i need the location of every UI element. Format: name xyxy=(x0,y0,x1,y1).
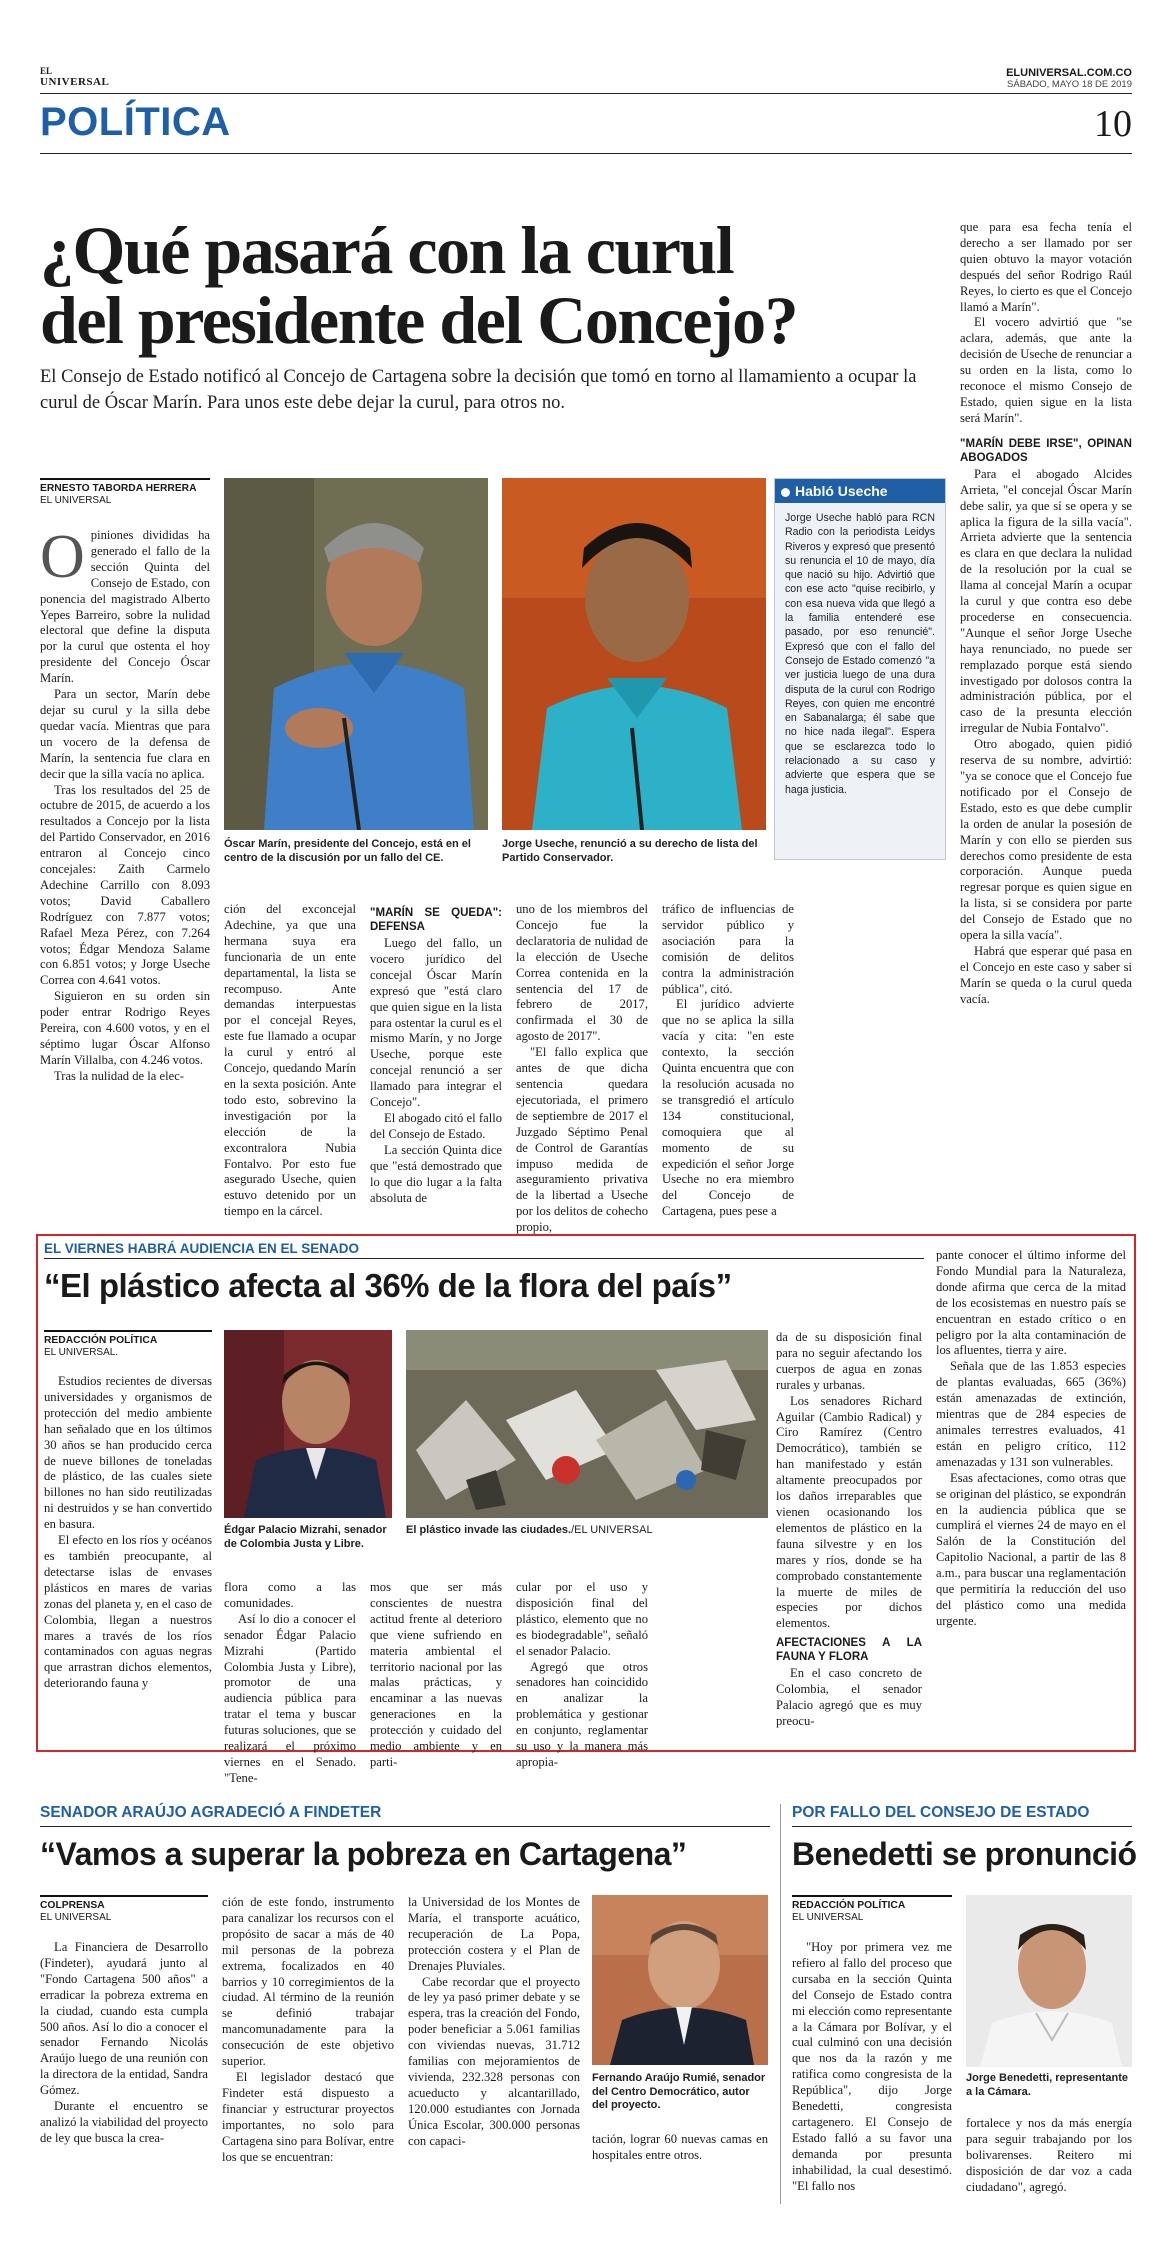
benedetti-kicker: POR FALLO DEL CONSEJO DE ESTADO xyxy=(792,1804,1090,1821)
photo-jorge-caption: Jorge Useche, renunció a su derecho de lista del Partido Conservador. xyxy=(502,838,758,864)
pobreza-col-4: tación, lograr 60 nuevas camas en hospitales entre otros. xyxy=(592,2132,768,2162)
main-col-4: uno de los miembros del Concejo fue la declaratoria de nulidad de la elección de Useche Correa contenida en la sentencia del 17 de febrero de 2017, confirmada el 30 de agosto de 2017". "El fallo explica que antes de que dicha sentencia quedara ejecutoriada, el primero de septiembre de 2017 el Juzgado Séptimo Penal de Control de Garantías impuso medida de aseguramiento privativa de la libertad a Useche por los delitos de cohecho propio, xyxy=(516,902,648,1235)
benedetti-photo-caption: Jorge Benedetti, representante a la Cámara. xyxy=(966,2072,1128,2098)
pobreza-col-3: la Universidad de los Montes de María, el transporte acuático, recuperación de La Popa, protección costera y el Plan de Drenajes Pluviales. Cabe recordar que el proyecto de ley ya pasó primer debate y se espera, tras la creación del Fondo, poder beneficiar a 5.061 familias con viviendas nuevas, 31.712 familias con mejoramientos de vivienda, 232.328 personas con acueducto y alcantarillado, 120.000 estudiantes con Jornada Única Escolar, 300.000 personas con capaci- xyxy=(408,1895,580,2148)
photo-oscar-caption: Óscar Marín, presidente del Concejo, está en el centro de la discusión por un fallo del CE. xyxy=(224,838,471,864)
pobreza-col-2: ción de este fondo, instrumento para canalizar los recursos con el propósito de sacar a más de 40 mil personas de la pobreza extrema, focalizados en 40 barrios y 10 corregimientos de la ciudad. Al término de la reunión se definió trabajar mancomunadamente para la consecución de este objetivo superior. El legislador destacó que Findeter está dispuesto a financiar y estructurar proyectos importantes, no solo para Cartagena sino para Bolívar, entre los que se encuentran: xyxy=(222,1895,394,2164)
plastic-col-4: cular por el uso y disposición final del plástico, elemento que no es biodegradable", señaló el senador Palacio. Agregó que otros senadores han coincidido en analizar la problemática y gestionar en conjunto, reglamentar su uso y la manera más apropia- xyxy=(516,1580,648,1769)
plastic-kicker: EL VIERNES HABRÁ AUDIENCIA EN EL SENADO xyxy=(44,1241,360,1256)
benedetti-kicker-rule xyxy=(792,1826,1132,1827)
sidebar-hablo-useche xyxy=(774,478,946,860)
pobreza-kicker-rule xyxy=(40,1826,770,1827)
page-number: 10 xyxy=(1094,103,1132,145)
dropcap: O xyxy=(40,523,85,591)
photo-oscar-marin xyxy=(224,478,488,830)
benedetti-col-1: "Hoy por primera vez me refiero al fallo del proceso que cursaba en la sección Quinta del Consejo de Estado contra mi elección como representante a la Cámara por Bolívar, y el cual culminó con una decisión que nos da la razón y me ratifica como congresista de la República", dijo Jorge Benedetti, congresista cartagenero. El Consejo de Estado falló a su favor una demanda por presunta inhabilidad, la cual desestimó. "El fallo nos xyxy=(792,1940,952,2193)
plastic-photo2-caption: El plástico invade las ciudades./EL UNIVERSAL xyxy=(406,1524,653,1536)
main-col-2: ción del exconcejal Adechine, ya que una hermana suya era funcionaria de un ente departamental, la lista se recompuso. Ante demandas interpuestas por el concejal Reyes, este fue llamado a ocupar la curul y entró al Concejo, quedando Marín en la sexta posición. Ante todo esto, sobrevino la investigación por la elección de la excontralora Nubia Fontalvo. Por esto fue asegurado Useche, quien estuvo detenido por un tiempo en la cárcel. xyxy=(224,902,356,1219)
benedetti-headline: Benedetti se pronunció xyxy=(792,1836,1137,1872)
sidebar-title: Habló Useche xyxy=(775,479,945,503)
plastic-photo1-caption: Édgar Palacio Mizrahi, senador de Colombia Justa y Libre. xyxy=(224,1524,387,1550)
plastic-byline: REDACCIÓN POLÍTICA EL UNIVERSAL. xyxy=(44,1330,212,1359)
pobreza-photo-caption: Fernando Araújo Rumié, senador del Centro Democrático, autor del proyecto. xyxy=(592,2072,766,2111)
sidebar-text: Jorge Useche habló para RCN Radio con la periodista Leidys Riveros y expresó que presentó su renuncia el 10 de mayo, día que nació su hijo. Advirtió que con ese acto "quise recibirlo, y con esa nueva vida que llegó a la familia entenderé ese pasado, por eso renuncié". Expresó que con el fallo del Consejo de Estado comenzó "a ver justicia luego de una dura disputa de la curul con Rodrigo Reyes, con quien me encontré en Sabanalarga; él sabe que no hice nada ilegal". Espera que se esclarezca todo lo relacionado a su caso y advierte que espera que se haga justicia. xyxy=(785,512,935,796)
plastic-col-2: flora como a las comunidades. Así lo dio a conocer el senador Édgar Palacio Mizrahi (Partido Colombia Justa y Libre), promotor de una audiencia pública para tratar el tema y buscar futuras soluciones, que se realizará el próximo viernes en el Senado. "Tene- xyxy=(224,1580,356,1785)
section-title: POLÍTICA xyxy=(40,100,231,144)
main-headline: ¿Qué pasará con la curul del presidente del Concejo? xyxy=(40,212,798,358)
issue-date: SÁBADO, MAYO 18 DE 2019 xyxy=(1007,79,1132,90)
column-divider xyxy=(780,1804,781,2204)
photo-plastic-waste xyxy=(406,1330,768,1518)
site-url[interactable]: ELUNIVERSAL.COM.CO xyxy=(1006,67,1132,79)
main-col-6: que para esa fecha tenía el derecho a ser llamado por ser quien obtuvo la mayor votación después del señor Rodrigo Raúl Reyes, lo cierto es que el Concejo llamó a Marín". El vocero advirtió que "se aclara, además, que ante la decisión de Useche de renunciar a su orden en la lista, como lo reconoce el mismo Consejo de Estado, quien sigue en la lista será Marín". "MARÍN DEBE IRSE", OPINAN ABOGADOS Para el abogado Alcides Arrieta, "el concejal Óscar Marín debe salir, ya que sí se opera y se aplica la figura de la silla vacía". Arrieta advierte que la sentencia es clara en que declara la nulidad de la resolución por la cual se llama al concejal Marín a ocupar la curul y que contra eso debe procederse en consecuencia. "Aunque el señor Jorge Useche haya renunciado, no puede ser remplazado porque está siendo investigado por dolosos contra la administración pública, por el caso de la presunta elección irregular de Nubia Fontalvo". Otro abogado, quien pidió reserva de su nombre, advirtió: "ya se conoce que el Concejo fue notificado por el Consejo de Estado, esto es que debe cumplir la orden de anular la posesión de Marín y con ello se pierden sus derechos como presidente de esta corporación. Aunque pueda regresar porque es quien sigue en la lista, si se considera por parte del Consejo de Estado que no opera la silla vacía". Habrá que esperar qué pasa en el Concejo en este caso y saber si Marín se queda o la curul queda vacía. xyxy=(960,220,1132,1006)
photo-jorge-benedetti xyxy=(966,1895,1132,2067)
pobreza-headline: “Vamos a superar la pobreza en Cartagena” xyxy=(40,1836,687,1872)
bullet-icon xyxy=(781,488,790,497)
plastic-headline: “El plástico afecta al 36% de la flora del país” xyxy=(44,1267,732,1304)
section-rule xyxy=(40,153,1132,154)
plastic-col-3: mos que ser más conscientes de nuestra actitud frente al deterioro que viene sufriendo en materia ambiental el territorio nacional por las malas prácticas, y encaminar a las nuevas generaciones en la protección y cuidado del medio ambiente y en parti- xyxy=(370,1580,502,1769)
header-rule xyxy=(40,93,1132,94)
main-col-3: "MARÍN SE QUEDA": DEFENSA Luego del fallo, un vocero jurídico del concejal Óscar Marín expresó que "está claro que quien sigue en la lista para ostentar la curul es el mismo Marín, y no Jorge Useche, porque este concejal renunció a ser llamado para integrar el Concejo". El abogado citó el fallo del Consejo de Estado. La sección Quinta dice que "está demostrado que lo que dio lugar a la falta absoluta de xyxy=(370,907,502,1205)
plastic-col-6: pante conocer el último informe del Fondo Mundial para la Naturaleza, donde afirma que cerca de la mitad de los ecosistemas en nuestro país se encuentran en estado crítico o en peligro por la alta contaminación de los afluentes, tierra y aire. Señala que de las 1.853 especies de plantas evaluadas, 665 (36%) están amenazadas de extinción, mientras que de 284 especies de animales terrestres evaluados, 41 están en peligro crítico, 112 amenazadas y 131 son vulnerables. Esas afectaciones, como otras que se originan del plástico, se expondrán en la audiencia pública que se cumplirá el viernes 24 de mayo en el Salón de la Constitución del Capitolio Nacional, a partir de las 8 a.m., para buscar una reglamentación que permitiría la reducción del uso del plástico como una medida urgente. xyxy=(936,1248,1126,1628)
newspaper-logo: EL UNIVERSAL xyxy=(40,66,110,88)
benedetti-byline: REDACCIÓN POLÍTICA EL UNIVERSAL xyxy=(792,1895,952,1924)
photo-palacio-mizrahi xyxy=(224,1330,392,1518)
main-deck: El Consejo de Estado notificó al Concejo de Cartagena sobre la decisión que tomó en torno al llamamiento a ocupar la curul de Óscar Marín. Para unos este debe dejar la curul, para otros no. xyxy=(40,367,917,413)
main-byline: ERNESTO TABORDA HERRERA EL UNIVERSAL xyxy=(40,478,210,507)
plastic-col-5: da de su disposición final para no seguir afectando los cuerpos de agua en zonas rurales y urbanas. Los senadores Richard Aguilar (Cambio Radical) y Ciro Ramírez (Centro Democrático), también se han manifestado y están altamente preocupados por los daños irreparables que vienen ocasionando los elementos de plástico en la fauna silvestre y en los mares y ríos, donde se ha comprobado constantemente la muerte de miles de especies por dichos elementos. AFECTACIONES A LA FAUNA Y FLORA En el caso concreto de Colombia, el senador Palacio agregó que es muy preocu- xyxy=(776,1330,922,1728)
photo-jorge-useche xyxy=(502,478,766,830)
main-col-5: tráfico de influencias de servidor público y asociación para la comisión de delitos contra la administración pública", citó. El jurídico advierte que no se aplica la silla vacía y cita: "en este contexto, la sección Quinta encuentra que con la resolución acusada no se transgredió el artículo 134 constitucional, comoquiera que al momento de su expedición el señor Jorge Useche no era miembro del Concejo de Cartagena, pues pese a xyxy=(662,902,794,1219)
plastic-col-1: Estudios recientes de diversas universidades y organismos de protección del medio ambiente han señalado que en los últimos 30 años se han producido cerca de nueve billones de toneladas de plástico, de las cuales siete billones no han sido reutilizadas ni destruidos y se han convertido en basura. El efecto en los ríos y océanos es también preocupante, al detectarse islas de envases plásticos en mares de varias zonas del planeta y, en el caso de Colombia, llegan a nuestros mares a través de los ríos contaminados con aguas negras que arrastran dichos elementos, deteriorando fauna y xyxy=(44,1374,212,1691)
pobreza-col-1: La Financiera de Desarrollo (Findeter), ayudará junto al "Fondo Cartagena 500 años" a erradicar la pobreza extrema en la ciudad, cuando esta cumpla 500 años. Así lo dio a conocer el senador Fernando Nicolás Araújo luego de una reunión con la directora de la entidad, Sandra Gómez. Durante el encuentro se analizó la viabilidad del proyecto de ley que busca la crea- xyxy=(40,1940,208,2145)
photo-fernando-araujo xyxy=(592,1895,768,2065)
plastic-kicker-rule xyxy=(44,1258,924,1259)
pobreza-kicker: SENADOR ARAÚJO AGRADECIÓ A FINDETER xyxy=(40,1804,382,1821)
main-col-1: Opiniones divididas ha generado el fallo de la sección Quinta del Consejo de Estado, con ponencia del magistrado Alberto Yepes Barreiro, sobre la nulidad electoral que define la disputa por la curul que ostenta el hoy presidente del Concejo Óscar Marín. Para un sector, Marín debe dejar su curul y la silla debe quedar vacía. Mientras que para un vocero de la defensa de Marín, la sentencia fue clara en decir que la silla vacía no aplica. Tras los resultados del 25 de octubre de 2015, de acuerdo a los resultados a Concejo por la lista del Partido Conservador, en 2016 entraron al Concejo cinco concejales: Zaith Carmelo Adechine Carrillo con 8.093 votos; David Caballero Rodríguez con 7.877 votos; Rafael Meza Pérez, con 7.264 votos; Édgar Mendoza Salame con 6.851 votos; y Jorge Useche Correa con 4.641 votos. Siguieron en su orden sin poder entrar Rodrigo Reyes Pereira, con 4.600 votos, y en el séptimo lugar Óscar Alfonso Marín Villalba, con 4.246 votos. Tras la nulidad de la elec- xyxy=(40,523,210,1083)
header-meta xyxy=(1006,67,1132,90)
pobreza-byline: COLPRENSA EL UNIVERSAL xyxy=(40,1895,208,1924)
benedetti-col-2: fortalece y nos da más energía para seguir trabajando por los bolivarenses. Reitero mi disposición de dar voz a cada ciudadano", agregó. xyxy=(966,2116,1132,2194)
